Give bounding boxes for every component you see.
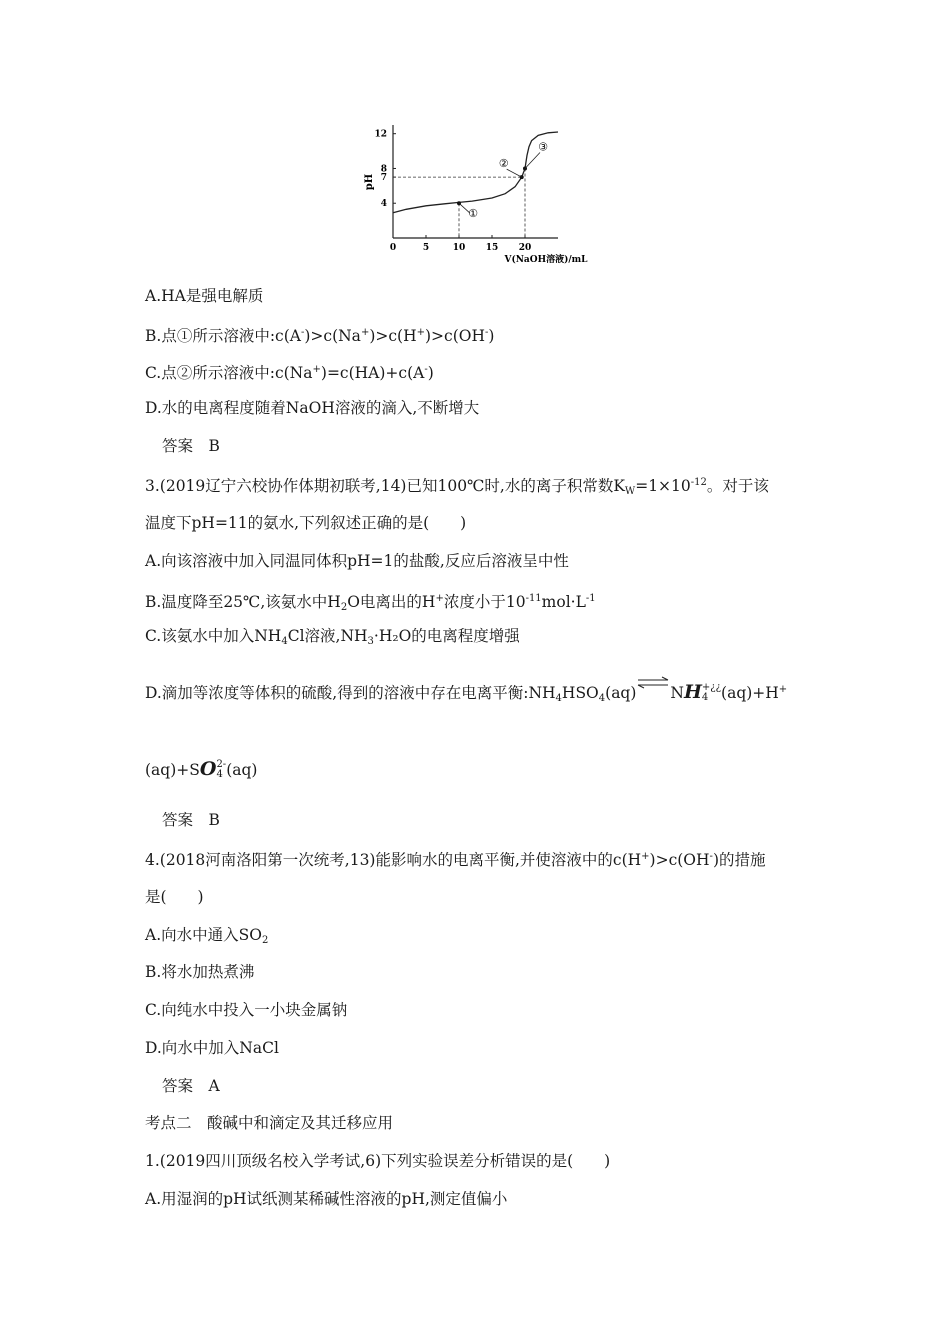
- q3-stem-line2: 温度下pH=11的氨水,下列叙述正确的是( ): [145, 514, 467, 532]
- x-tick-label: 5: [422, 243, 430, 253]
- s2-q1-stem: 1.(2019四川顶级名校入学考试,6)下列实验误差分析错误的是( ): [145, 1152, 611, 1170]
- q4-answer: 答案 A: [162, 1077, 220, 1095]
- q4-stem-line2: 是( ): [145, 888, 204, 906]
- point-label-1: ①: [468, 207, 478, 221]
- q3-option-b: B.温度降至25℃,该氨水中$H_2O$电离出的H+浓度小于$10^{-11}mol\cdot L^{-1}$: [145, 593, 596, 613]
- q3-stem-line1: 3.(2019辽宁六校协作体期初联考,14)已知100℃时,水的离子积常数$K_W=1\times 10^{-12}$。对于该: [145, 477, 769, 497]
- q4-option-a: A.向水中通入$SO_2$: [145, 926, 269, 946]
- point-leader-line: [507, 169, 522, 177]
- data-point-2: [520, 175, 524, 179]
- equilibrium-arrow-icon: [636, 676, 670, 690]
- y-tick-label: 7: [380, 173, 387, 184]
- q2-answer: 答案 B: [162, 437, 220, 455]
- q4-option-b: B.将水加热煮沸: [145, 963, 255, 981]
- ph-curve-line: [393, 132, 558, 213]
- x-tick-label: 15: [485, 243, 499, 253]
- section-heading: 考点二 酸碱中和滴定及其迁移应用: [145, 1114, 394, 1132]
- x-tick-label: 10: [452, 243, 466, 253]
- q4-option-d: D.向水中加入NaCl: [145, 1039, 279, 1057]
- point-label-2: ②: [498, 157, 509, 171]
- titration-curve-chart: [358, 120, 598, 270]
- y-tick-label: 12: [374, 129, 387, 140]
- y-tick-label: 8: [380, 164, 387, 175]
- x-tick-label: 0: [389, 243, 397, 253]
- y-tick-label: 4: [380, 199, 387, 210]
- chart-axes: [393, 125, 558, 238]
- q3-option-d: D.滴加等浓度等体积的硫酸,得到的溶液中存在电离平衡$:NH_4HSO_4(aq)$ NH +¿¿ 4 (aq)+H+: [145, 676, 787, 710]
- y-axis-label: pH: [364, 173, 375, 191]
- x-tick-label: 20: [518, 243, 532, 253]
- point-label-3: ③: [538, 140, 548, 154]
- q2-option-b: B.点①所示溶液中:c(A-)>c(Na+)>c(H+)>c(OH-): [145, 327, 495, 345]
- q3-option-d-continued: (aq)+SO 2- 4 (aq): [145, 758, 258, 780]
- q2-option-d: D.水的电离程度随着NaOH溶液的滴入,不断增大: [145, 399, 480, 417]
- s2-q1-option-a: A.用湿润的pH试纸测某稀碱性溶液的pH,测定值偏小: [145, 1190, 508, 1208]
- q4-stem-line1: 4.(2018河南洛阳第一次统考,13)能影响水的电离平衡,并使溶液中的c(H+)>c(OH-)的措施: [145, 851, 766, 869]
- q4-option-c: C.向纯水中投入一小块金属钠: [145, 1001, 348, 1019]
- q3-option-c: C.该氨水中加入$NH_4Cl$溶液$,NH_3\cdot H_2O$的电离程度增强: [145, 627, 520, 647]
- q2-option-c: C.点②所示溶液中:c(Na+)=c(HA)+c(A-): [145, 364, 434, 382]
- q2-option-a: A.HA是强电解质: [145, 287, 264, 305]
- q3-answer: 答案 B: [162, 811, 220, 829]
- x-axis-label: V(NaOH溶液)/mL: [504, 255, 588, 265]
- q3-option-a: A.向该溶液中加入同温同体积pH=1的盐酸,反应后溶液呈中性: [145, 552, 569, 570]
